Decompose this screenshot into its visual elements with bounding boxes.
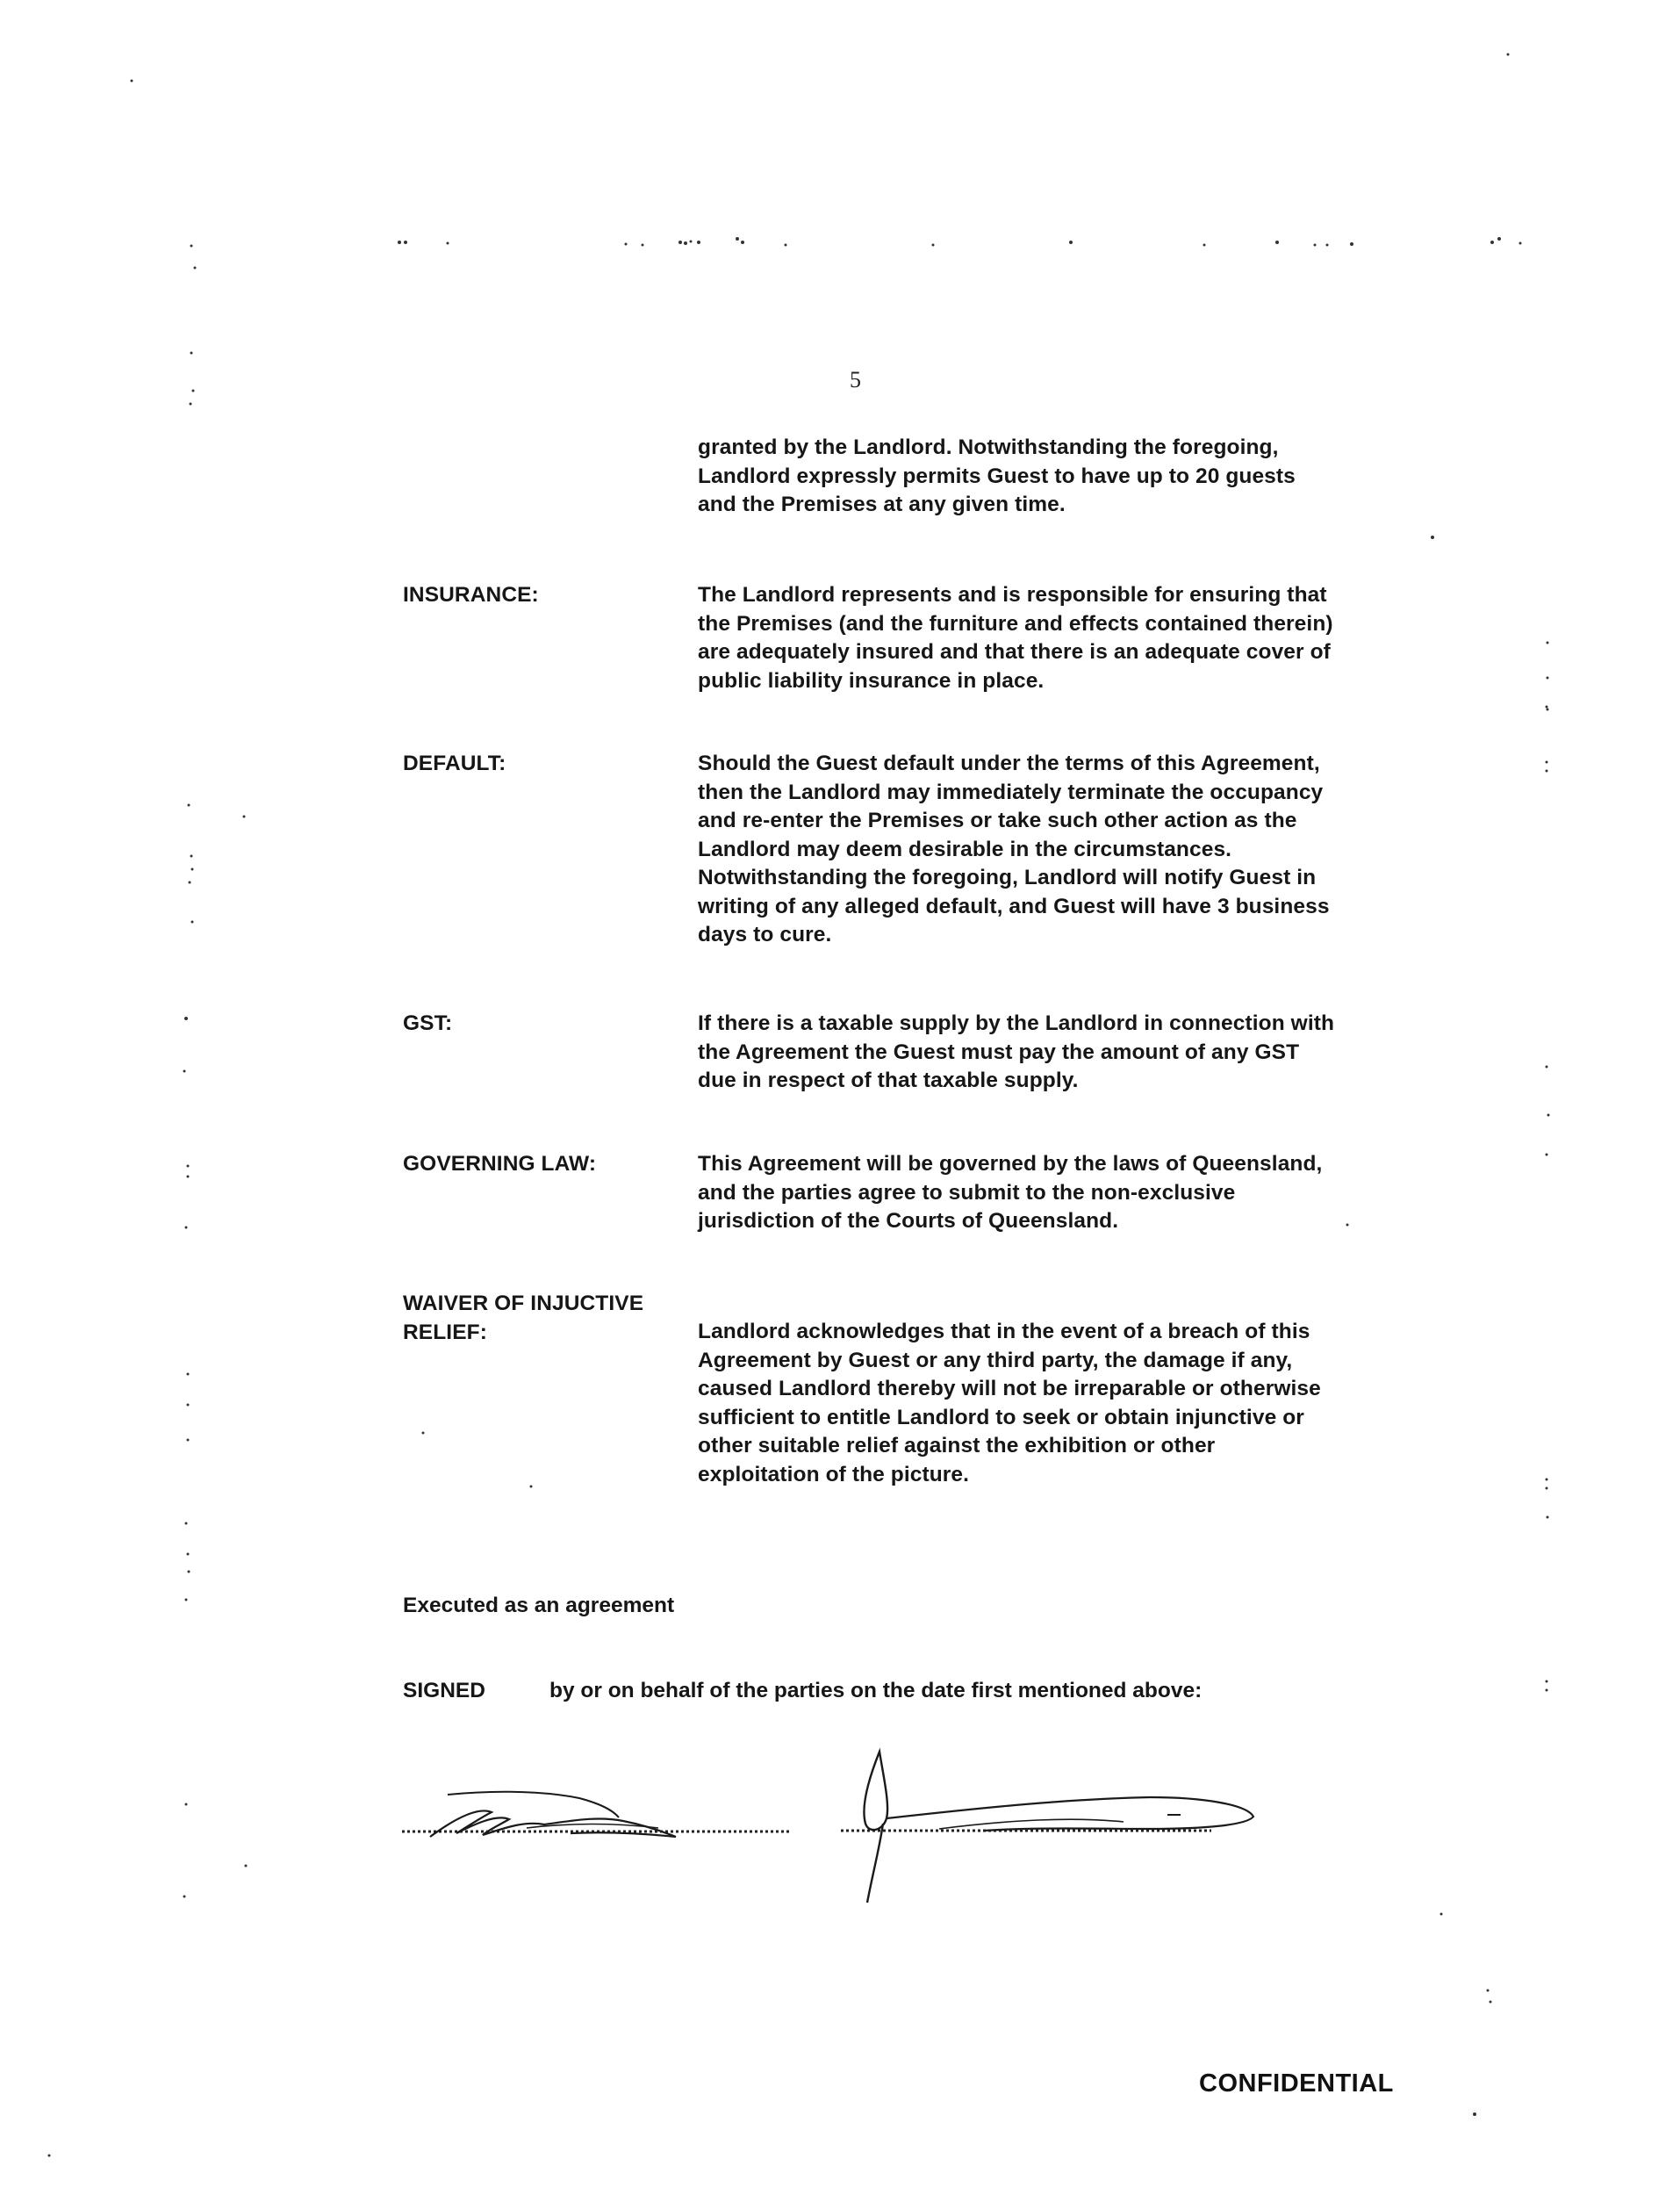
clause-text-waiver: Landlord acknowledges that in the event of a breach of this Agreement by Guest or any third party, the damage if any, caused Landlord thereby will not be irreparable or otherwise sufficient to entitle Landlord to seek or obtain injunctive or other suitable relief against the exhibition or other exploitation of the picture. — [698, 1320, 1321, 1486]
clause-label-insurance: INSURANCE: — [403, 583, 539, 607]
intro-paragraph: granted by the Landlord. Notwithstanding the foregoing, Landlord expressly permits Guest to have up to 20 guests and the Premises at any given time. — [698, 435, 1296, 516]
signed-text: by or on behalf of the parties on the date first mentioned above: — [549, 1679, 1203, 1702]
clause-text-governing-law: This Agreement will be governed by the laws of Queensland, and the parties agree to submit to the non-exclusive jurisdiction of the Courts of Queensland. — [698, 1152, 1323, 1233]
clause-label-governing-law: GOVERNING LAW: — [403, 1152, 597, 1176]
page-number: 5 — [850, 367, 861, 392]
signature-right — [834, 1743, 1308, 1910]
signed-label: SIGNED — [403, 1679, 485, 1702]
clause-text-gst: If there is a taxable supply by the Landlord in connection with the Agreement the Guest must pay the amount of any GST due in respect of that taxable supply. — [698, 1011, 1335, 1092]
clause-label-default: DEFAULT: — [403, 752, 506, 775]
clause-label-gst: GST: — [403, 1011, 453, 1035]
signature-left — [395, 1782, 799, 1853]
clause-text-default: Should the Guest default under the terms of this Agreement, then the Landlord may immediately terminate the occupancy and re-enter the Premises or take such other action as the Landlord may deem desirable in the circumstances. Notwithstanding the foregoing, Landlord will notify Guest in writing of any alleged default, and Guest will have 3 business days to cure. — [698, 752, 1330, 946]
clause-label-waiver: WAIVER OF INJUCTIVE RELIEF: — [403, 1292, 644, 1344]
executed-line: Executed as an agreement — [403, 1594, 675, 1617]
confidential-label: CONFIDENTIAL — [1199, 2069, 1394, 2098]
clause-text-insurance: The Landlord represents and is responsible for ensuring that the Premises (and the furniture and effects contained therein) are adequately insured and that there is an adequate cover of public liability insurance in place. — [698, 583, 1333, 693]
